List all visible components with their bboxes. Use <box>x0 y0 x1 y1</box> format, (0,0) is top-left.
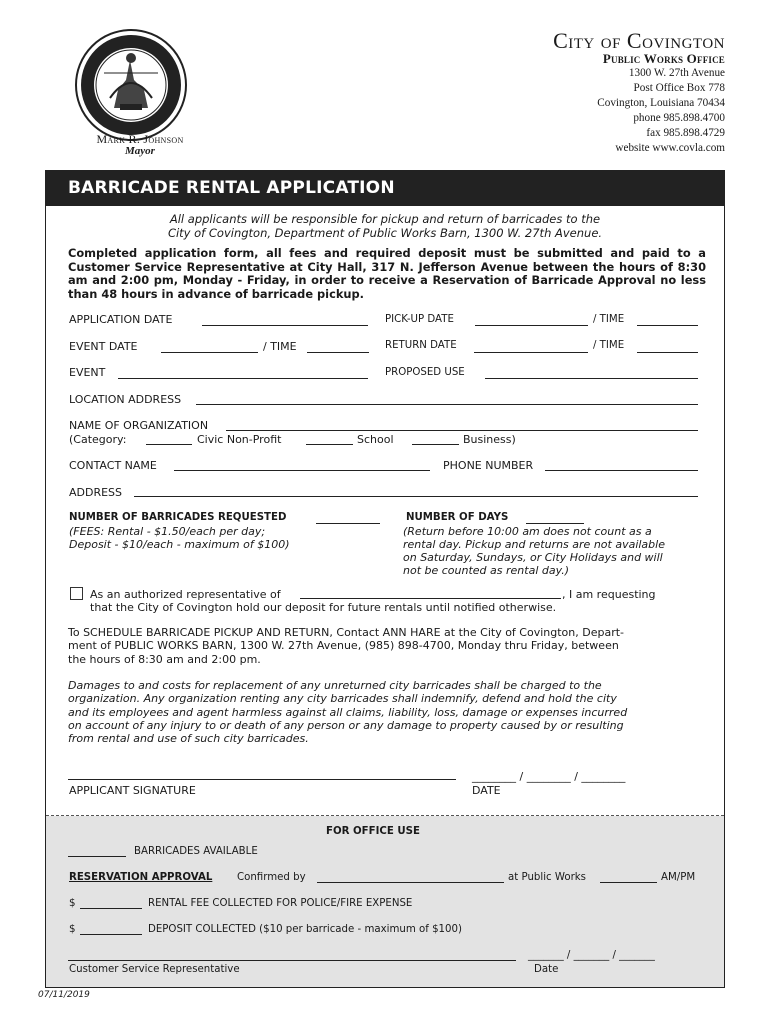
address-label: ADDRESS <box>69 486 123 499</box>
contact-name-label: CONTACT NAME <box>69 459 157 472</box>
ampm-label: AM/PM <box>661 872 696 883</box>
city-name-part4: ovington <box>642 28 725 53</box>
city-name-part1: C <box>553 28 569 53</box>
reservation-approval-label: RESERVATION APPROVAL <box>69 872 213 883</box>
signature-date-field[interactable]: ________ / ________ / ________ <box>472 770 626 783</box>
pickup-date-field[interactable] <box>475 325 588 326</box>
applicant-signature-field[interactable] <box>68 779 456 780</box>
event-date-field[interactable] <box>161 352 258 353</box>
location-address-field[interactable] <box>196 404 698 405</box>
pickup-time-field[interactable] <box>637 325 698 326</box>
mayor-name: Mark R. Johnson <box>96 132 184 146</box>
event-time-field[interactable] <box>307 352 369 353</box>
days-note-4: not be counted as rental day.) <box>403 564 570 577</box>
barricades-available-field[interactable] <box>68 856 126 857</box>
application-date-field[interactable] <box>202 325 368 326</box>
pickup-date-label: PICK-UP DATE <box>385 314 454 325</box>
city-name-part2: ity of <box>568 28 627 53</box>
damages-line-1: Damages to and costs for replacement of any unreturned city barricades shall be charged to the <box>68 679 602 692</box>
form-title: BARRICADE RENTAL APPLICATION <box>45 170 725 206</box>
rental-fee-dollar: $ <box>69 898 76 909</box>
barricades-requested-label: NUMBER OF BARRICADES REQUESTED <box>69 512 287 523</box>
authorized-rep-suffix: , I am requesting <box>562 588 656 601</box>
rental-fee-label: RENTAL FEE COLLECTED FOR POLICE/FIRE EXPENSE <box>148 898 413 909</box>
csr-date-label: Date <box>534 964 559 975</box>
deposit-label: DEPOSIT COLLECTED ($10 per barricade - maximum of $100) <box>148 924 462 935</box>
csr-label: Customer Service Representative <box>69 964 240 975</box>
days-note-3: on Saturday, Sundays, or City Holidays and will <box>403 551 663 564</box>
at-public-works-label: at Public Works <box>508 872 586 883</box>
revision-date: 07/11/2019 <box>38 990 90 1000</box>
event-time-label: / TIME <box>263 340 297 353</box>
damages-line-3: and its employees and agent harmless against all claims, liability, loss, damage or expenses incurred <box>68 705 628 719</box>
barricades-requested-field[interactable] <box>316 523 380 524</box>
return-date-label: RETURN DATE <box>385 340 457 351</box>
confirmed-by-field[interactable] <box>317 882 504 883</box>
applicant-signature-label: APPLICANT SIGNATURE <box>69 784 196 797</box>
proposed-use-label: PROPOSED USE <box>385 367 465 378</box>
category-business-field[interactable] <box>412 444 459 445</box>
damages-line-2: organization. Any organization renting any city barricades shall indemnify, defend and hold the city <box>68 692 617 706</box>
location-address-label: LOCATION ADDRESS <box>69 393 182 406</box>
application-date-label: APPLICATION DATE <box>69 313 173 326</box>
organization-field[interactable] <box>226 430 698 431</box>
number-of-days-label: NUMBER OF DAYS <box>406 512 509 523</box>
category-civic-field[interactable] <box>146 444 192 445</box>
city-name-part3: C <box>626 28 643 53</box>
address-line-1: 1300 W. 27th Avenue <box>628 67 725 79</box>
deposit-field[interactable] <box>80 934 142 935</box>
intro-line-1: All applicants will be responsible for pickup and return of barricades to the <box>169 212 601 226</box>
category-school-field[interactable] <box>306 444 353 445</box>
signature-date-label: DATE <box>472 784 501 797</box>
intro-line-2: City of Covington, Department of Public Works Barn, 1300 W. 27th Avenue. <box>167 226 603 240</box>
office-use-heading: FOR OFFICE USE <box>326 826 420 837</box>
csr-date-field[interactable]: _______ / _______ / _______ <box>528 950 655 961</box>
return-date-field[interactable] <box>474 352 588 353</box>
fees-line-1: (FEES: Rental - $1.50/each per day; <box>69 525 266 538</box>
deposit-dollar: $ <box>69 924 76 935</box>
category-civic-label: Civic Non-Profit <box>197 433 282 446</box>
schedule-line-2: ment of PUBLIC WORKS BARN, 1300 W. 27th Avenue, (985) 898-4700, Monday thru Friday, between <box>68 639 619 653</box>
authorized-rep-line-2: that the City of Covington hold our deposit for future rentals until notified otherwise. <box>90 601 557 614</box>
phone-line: phone 985.898.4700 <box>633 112 725 124</box>
proposed-use-field[interactable] <box>485 378 698 379</box>
return-time-label: / TIME <box>593 340 625 351</box>
fees-line-2: Deposit - $10/each - maximum of $100) <box>69 538 290 551</box>
days-note-2: rental day. Pickup and returns are not available <box>403 538 665 551</box>
address-line-3: Covington, Louisiana 70434 <box>597 97 725 109</box>
category-school-label: School <box>357 433 394 446</box>
return-time-field[interactable] <box>637 352 698 353</box>
pickup-time-label: / TIME <box>593 314 625 325</box>
contact-name-field[interactable] <box>174 470 430 471</box>
damages-line-4: on account of any injury to or death of any person or any damage to property caused by or resulting <box>68 718 624 732</box>
category-business-label: Business) <box>463 433 516 446</box>
mayor-title: Mayor <box>125 145 155 157</box>
category-label: (Category: <box>69 433 127 446</box>
schedule-line-1: To SCHEDULE BARRICADE PICKUP AND RETURN, Contact ANN HARE at the City of Covington, Depart- <box>68 626 625 639</box>
address-field[interactable] <box>134 496 698 497</box>
authorized-org-field[interactable] <box>300 598 561 599</box>
authorized-rep-label: As an authorized representative of <box>90 588 281 601</box>
website-line: website www.covla.com <box>615 142 725 154</box>
intro-text <box>60 212 710 240</box>
approval-time-field[interactable] <box>600 882 657 883</box>
phone-number-label: PHONE NUMBER <box>443 459 534 472</box>
organization-label: NAME OF ORGANIZATION <box>69 419 209 432</box>
city-seal-logo <box>74 28 188 142</box>
rental-fee-field[interactable] <box>80 908 142 909</box>
phone-number-field[interactable] <box>545 470 698 471</box>
schedule-line-3: the hours of 8:30 am and 2:00 pm. <box>68 652 261 666</box>
event-date-label: EVENT DATE <box>69 340 138 353</box>
office-name: Public Works Office <box>602 51 725 66</box>
csr-signature-field[interactable] <box>68 960 516 961</box>
schedule-paragraph <box>68 626 708 666</box>
event-label: EVENT <box>69 366 106 379</box>
fax-line: fax 985.898.4729 <box>646 127 725 139</box>
damages-paragraph <box>68 679 708 745</box>
days-note-1: (Return before 10:00 am does not count as a <box>403 525 652 538</box>
number-of-days-field[interactable] <box>526 523 584 524</box>
event-field[interactable] <box>118 378 368 379</box>
barricades-available-label: BARRICADES AVAILABLE <box>134 846 258 857</box>
confirmed-by-label: Confirmed by <box>237 872 306 883</box>
damages-line-5: from rental and use of such city barricades. <box>68 732 309 746</box>
requirement-text: Completed application form, all fees and required deposit must be submitted and paid to a Customer Service Representative at City Hall, 317 N. Jefferson Avenue between the hours of 8:30 am and 2:00 pm, Monday - Friday, in order to receive a Reservation of Barricade Approval no less than 48 hours in advance of barricade pickup. <box>68 246 706 301</box>
address-line-2: Post Office Box 778 <box>633 82 725 94</box>
deposit-hold-checkbox[interactable] <box>70 587 83 600</box>
